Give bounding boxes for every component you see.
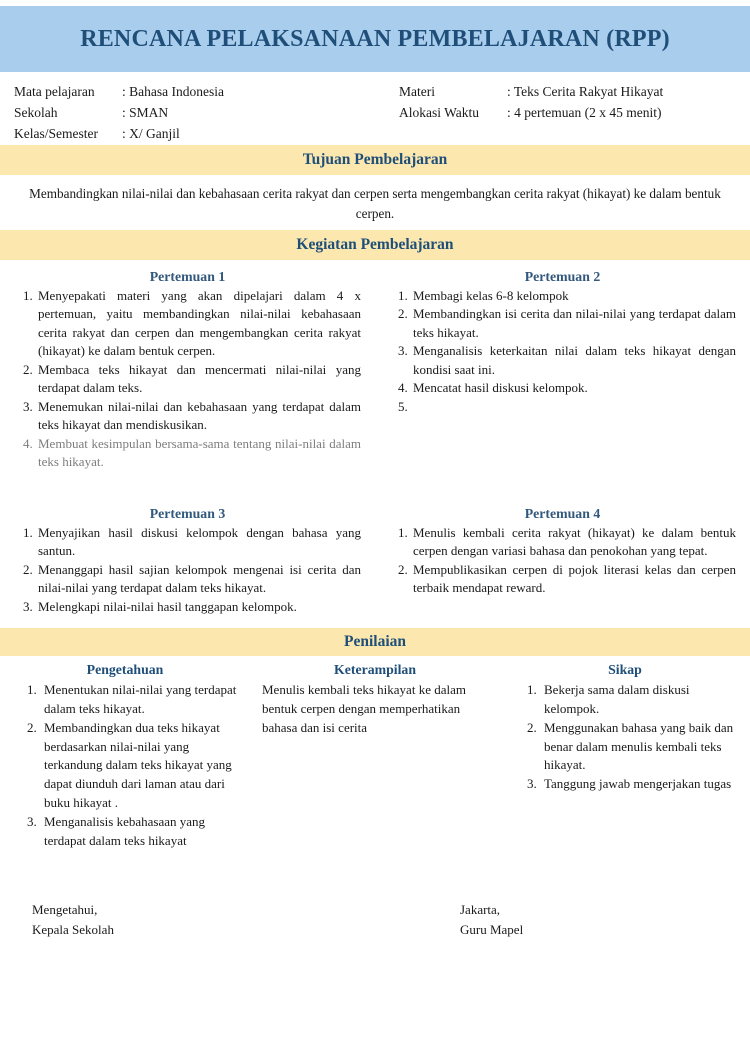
section-title-kegiatan: Kegiatan Pembelajaran	[296, 236, 454, 253]
meeting-list-item: 2. Membaca teks hikayat dan mencermati nilai-nilai yang terdapat dalam teks.	[36, 361, 361, 398]
identity-right-column	[385, 82, 750, 140]
assessment-body-pengetahuan	[10, 681, 240, 851]
tujuan-body-text: Membandingkan nilai-nilai dan kebahasaan cerita rakyat dan cerpen serta mengembangkan cerita rakyat (hikayat) ke dalam bentuk cerpen.	[29, 186, 721, 222]
meeting-title-3: Pertemuan 3	[149, 506, 226, 521]
meeting-title-4: Pertemuan 4	[524, 506, 601, 521]
assessment-grid	[0, 662, 750, 851]
assessment-column-pengetahuan	[0, 662, 250, 851]
meeting-list-item: 3. Menemukan nilai-nilai dan kebahasaan yang terdapat dalam teks hikayat dan mendiskusikan.	[36, 398, 361, 435]
assessment-title-sikap: Sikap	[608, 662, 642, 677]
signature-row	[0, 900, 750, 939]
assessment-title-pengetahuan: Pengetahuan	[86, 662, 164, 677]
assessment-paragraph: Menulis kembali teks hikayat ke dalam bentuk cerpen dengan memperhatikan bahasa dan isi cerita	[262, 682, 466, 735]
signature-teacher-line1: Jakarta,	[460, 902, 501, 917]
meeting-list-item: 2. Mempublikasikan cerpen di pojok literasi kelas dan cerpen terbaik mendapat reward.	[411, 561, 736, 598]
meeting-list-item: 4. Mencatat hasil diskusi kelompok.	[411, 379, 736, 397]
meeting-list-item: 3. Menganalisis keterkaitan nilai dalam teks hikayat dengan kondisi saat ini.	[411, 342, 736, 379]
assessment-body-sikap	[510, 681, 740, 794]
assessment-list-item: 2. Menggunakan bahasa yang baik dan benar dalam menulis kembali teks hikayat.	[540, 719, 740, 776]
meeting-list-item: 4. Membuat kesimpulan bersama-sama tentang nilai-nilai dalam teks hikayat.	[36, 435, 361, 472]
meeting-column-2	[375, 269, 750, 472]
meeting-list-item: 2. Menanggapi hasil sajian kelompok mengenai isi cerita dan nilai-nilai yang terdapat dalam teks hikayat.	[36, 561, 361, 598]
meeting-list-item: 2. Membandingkan isi cerita dan nilai-nilai yang terdapat dalam teks hikayat.	[411, 305, 736, 342]
identity-right-values	[507, 82, 750, 140]
section-title-tujuan: Tujuan Pembelajaran	[302, 151, 448, 168]
value-mata-pelajaran: : Bahasa Indonesia	[122, 84, 224, 99]
value-alokasi-waktu: : 4 pertemuan (2 x 45 menit)	[507, 104, 662, 120]
assessment-list-item: 3. Tanggung jawab mengerjakan tugas	[540, 775, 740, 794]
signature-block-principal	[0, 900, 460, 939]
identity-info-row	[0, 72, 750, 140]
meeting-list-item: 1. Menulis kembali cerita rakyat (hikayat) ke dalam bentuk cerpen dengan variasi bahasa dan penokohan yang tepat.	[411, 524, 736, 561]
meeting-list-1	[14, 287, 361, 472]
meeting-list-3	[14, 524, 361, 616]
assessment-list-item: 3. Menganalisis kebahasaan yang terdapat dalam teks hikayat	[40, 813, 240, 851]
label-kelas-semester: Kelas/Semester	[14, 125, 98, 141]
meeting-title-2: Pertemuan 2	[524, 269, 601, 284]
identity-left-column	[0, 82, 385, 140]
meetings-row-top	[0, 269, 750, 472]
assessment-list-item: 1. Bekerja sama dalam diskusi kelompok.	[540, 681, 740, 719]
assessment-column-sikap	[500, 662, 750, 851]
meeting-list-item: 1. Membagi kelas 6-8 kelompok	[411, 287, 736, 305]
signature-principal-line2: Kepala Sekolah	[32, 921, 114, 937]
assessment-body-keterampilan	[260, 681, 490, 738]
section-title-penilaian: Penilaian	[343, 633, 406, 650]
meetings-row-bottom	[0, 506, 750, 616]
meeting-column-3	[0, 506, 375, 616]
assessment-list-item: 2. Membandingkan dua teks hikayat berdasarkan nilai-nilai yang terkandung dalam teks hikayat yang dapat diunduh dari laman atau dari buku hikayat .	[40, 719, 240, 813]
meeting-list-2	[389, 287, 736, 416]
assessment-list-item: 1. Menentukan nilai-nilai yang terdapat dalam teks hikayat.	[40, 681, 240, 719]
meeting-column-4	[375, 506, 750, 616]
meeting-list-4	[389, 524, 736, 598]
value-materi: : Teks Cerita Rakyat Hikayat	[507, 84, 664, 99]
value-sekolah: : SMAN	[122, 104, 169, 120]
page-title: RENCANA PELAKSANAAN PEMBELAJARAN (RPP)	[80, 25, 670, 52]
label-alokasi-waktu: Alokasi Waktu	[399, 104, 480, 120]
assessment-list	[510, 681, 740, 794]
identity-right-labels	[399, 82, 507, 140]
value-kelas-semester: : X/ Ganjil	[122, 125, 180, 141]
signature-block-teacher	[460, 900, 750, 939]
meeting-list-item	[411, 398, 736, 416]
assessment-title-keterampilan: Keterampilan	[334, 662, 416, 677]
meeting-title-1: Pertemuan 1	[149, 269, 226, 284]
identity-left-labels	[14, 82, 122, 140]
assessment-list	[10, 681, 240, 851]
assessment-column-keterampilan	[250, 662, 500, 851]
section-band-penilaian	[0, 628, 750, 656]
section-band-tujuan	[0, 145, 750, 175]
meeting-list-item: 3. Melengkapi nilai-nilai hasil tanggapan kelompok.	[36, 598, 361, 616]
label-materi: Materi	[399, 84, 435, 99]
identity-left-values	[122, 82, 385, 140]
signature-principal-line1: Mengetahui,	[32, 902, 98, 917]
meeting-list-item: 1. Menyepakati materi yang akan dipelajari dalam 4 x pertemuan, yaitu membandingkan nilai-nilai kebahasaan cerita rakyat dan cerpen dan mengembangkan cerita rakyat (hikayat) ke dalam bentuk cerpen.	[36, 287, 361, 361]
label-sekolah: Sekolah	[14, 104, 58, 120]
label-mata-pelajaran: Mata pelajaran	[14, 84, 95, 99]
signature-teacher-line2: Guru Mapel	[460, 921, 524, 937]
meeting-column-1	[0, 269, 375, 472]
document-header-band	[0, 6, 750, 72]
meeting-list-item: 1. Menyajikan hasil diskusi kelompok dengan bahasa yang santun.	[36, 524, 361, 561]
section-band-kegiatan	[0, 230, 750, 260]
